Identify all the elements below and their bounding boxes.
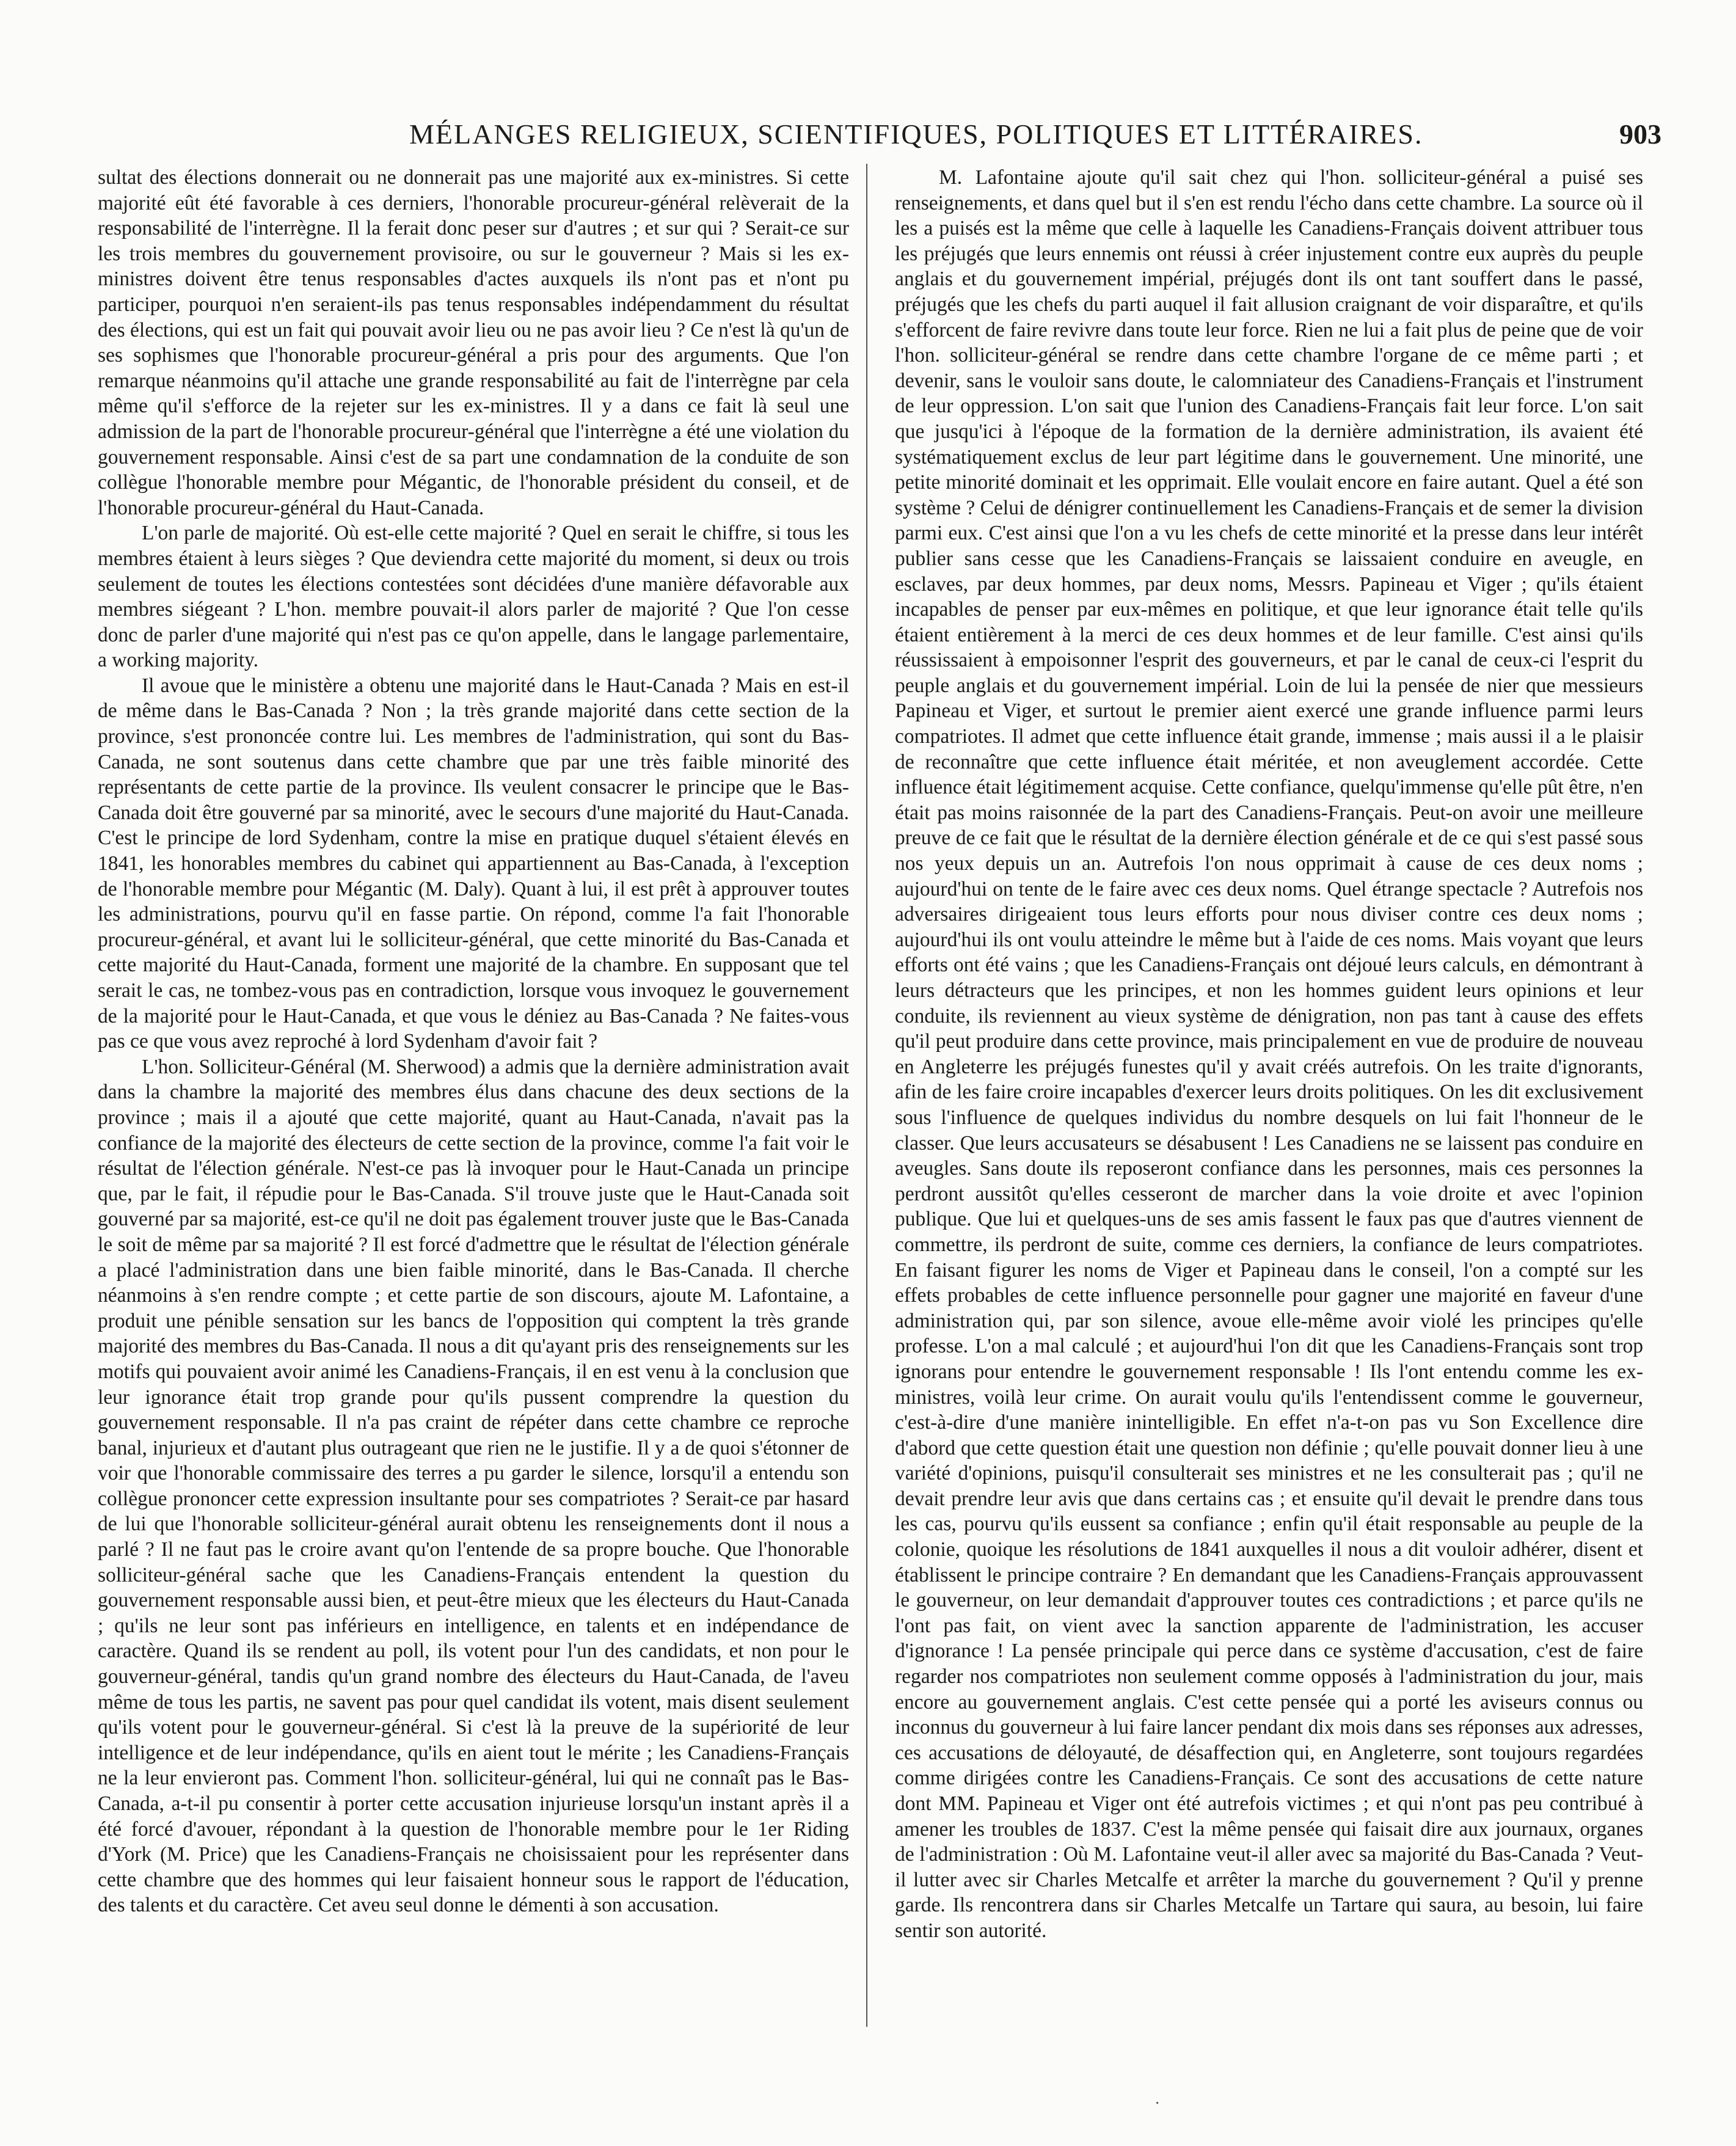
page-header [79,113,1661,156]
paragraph: L'hon. Solliciteur-Général (M. Sherwood) a admis que la dernière administration avait dans la chambre la majorité des membres élus dans chacune des deux sections de la province ; mais il a ajouté que cette majorité, quant au Haut-Canada, n'avait pas la confiance de la majorité des électeurs de cette section de la province, comme l'a fait voir le résultat de l'élection générale. N'est-ce pas là invoquer pour le Haut-Canada un principe que, par le fait, il répudie pour le Bas-Canada. S'il trouve juste que le Haut-Canada soit gouverné par sa majorité, est-ce qu'il ne doit pas également trouver juste que le Bas-Canada le soit de même par sa majorité ? Il est forcé d'admettre que le résultat de l'élection générale a placé l'administration dans une bien faible minorité, dans le Bas-Canada. Il cherche néanmoins à s'en rendre compte ; et cette partie de son discours, ajoute M. Lafontaine, a produit une pénible sensation sur les bancs de l'opposition qui comptent la très grande majorité des membres du Bas-Canada. Il nous a dit qu'ayant pris des renseignements sur les motifs qui pouvaient avoir animé les Canadiens-Français, il en est venu à la conclusion que leur ignorance était trop grande pour qu'ils pussent comprendre la question du gouvernement responsable. Il n'a pas craint de répéter dans cette chambre ce reproche banal, injurieux et d'autant plus outrageant que rien ne le justifie. Il y a de quoi s'étonner de voir que l'honorable commissaire des terres a pu garder le silence, lorsqu'il a entendu son collègue prononcer cette expression insultante pour ses compatriotes ? Serait-ce par hasard de lui que l'honorable solliciteur-général aurait obtenu les renseignements dont il nous a parlé ? Il ne faut pas le croire avant qu'on l'entende de sa propre bouche. Que l'honorable solliciteur-général sache que les Canadiens-Français entendent la question du gouvernement responsable aussi bien, et peut-être mieux que les électeurs du Haut-Canada ; qu'ils ne leur sont pas inférieurs en intelligence, en talents et en indépendance de caractère. Quand ils se rendent au poll, ils votent pour l'un des candidats, et non pour le gouverneur-général, tandis qu'un grand nombre des électeurs du Haut-Canada, de l'aveu même de tous les partis, ne savent pas pour quel candidat ils votent, mais disent seulement qu'ils votent pour le gouverneur-général. Si c'est là la preuve de la supériorité de leur intelligence et de leur indépendance, qu'ils en aient tout le mérite ; les Canadiens-Français ne la leur envieront pas. Comment l'hon. solliciteur-général, lui qui ne connaît pas le Bas-Canada, a-t-il pu consentir à porter cette accusation injurieuse lorsqu'un instant après il a été forcé d'avouer, répondant à la question de l'honorable membre pour le 1er Riding d'York (M. Price) que les Canadiens-Français ne choisissaient pour les représenter dans cette chambre que des hommes qui leur faisaient honneur sous le rapport de l'éducation, des talents et du caractère. Cet aveu seul donne le démenti à son accusation. [98,1055,849,1917]
paragraph: M. Lafontaine ajoute qu'il sait chez qui l'hon. solliciteur-général a puisé ses renseignements, et dans quel but il s'en est rendu l'écho dans cette chambre. La source où il les a puisés est la même que celle à laquelle les Canadiens-Français doivent attribuer tous les préjugés que leurs ennemis ont réussi à créer injustement contre eux auprès du peuple anglais et du gouvernement impérial, préjugés dont ils ont tant souffert dans le passé, préjugés que les chefs du parti auquel il fait allusion craignant de voir disparaître, et qu'ils s'efforcent de faire revivre dans toute leur force. Rien ne lui a fait plus de peine que de voir l'hon. solliciteur-général se rendre dans cette chambre l'organe de ce même parti ; et devenir, sans le vouloir sans doute, le calomniateur des Canadiens-Français et l'instrument de leur oppression. L'on sait que l'union des Canadiens-Français fait leur force. L'on sait que jusqu'ici à l'époque de la formation de la dernière administration, ils avaient été systématiquement exclus de leur part légitime dans le gouvernement. Une minorité, une petite minorité dominait et les opprimait. Elle voulait encore en faire autant. Quel a été son système ? Celui de dénigrer continuellement les Canadiens-Français et de semer la division parmi eux. C'est ainsi que l'on a vu les chefs de cette minorité et la presse dans leur intérêt publier sans cesse que les Canadiens-Français se laissaient conduire en aveugle, en esclaves, par deux hommes, par deux noms, Messrs. Papineau et Viger ; qu'ils étaient incapables de penser par eux-mêmes en politique, et que leur ignorance était telle qu'ils étaient entièrement à la merci de ces deux hommes et de leur famille. C'est ainsi qu'ils réussissaient à empoisonner l'esprit des gouverneurs, et par le canal de ceux-ci l'esprit du peuple anglais et du gouvernement impérial. Loin de lui la pensée de nier que messieurs Papineau et Viger, et surtout le premier aient exercé une grande influence parmi leurs compatriotes. Il admet que cette influence était grande, immense ; mais aussi il a le plaisir de reconnaître que cette influence était méritée, et non aveuglement accordée. Cette influence était légitimement acquise. Cette confiance, quelqu'immense qu'elle pût être, n'en était pas moins raisonnée de la part des Canadiens-Français. Peut-on avoir une meilleure preuve de ce fait que le résultat de la dernière élection générale et de ce qui s'est passé sous nos yeux depuis un an. Autrefois l'on nous opprimait à cause de ces deux noms ; aujourd'hui on tente de le faire avec ces deux noms. Quel étrange spectacle ? Autrefois nos adversaires dirigeaient tous leurs efforts pour nous diviser contre ces deux noms ; aujourd'hui ils ont voulu atteindre le même but à l'aide de ces noms. Mais voyant que leurs efforts ont été vains ; que les Canadiens-Français ont déjoué leurs calculs, en démontrant à leurs détracteurs que les principes, et non les hommes guident leurs opinions et leur conduite, ils reviennent au vieux système de dénigration, non pas tant à cause des effets qu'il peut produire dans cette province, mais principalement en vue de produire de nouveau en Angleterre les préjugés funestes qu'il y avait créés autrefois. On les traite d'ignorants, afin de les faire croire incapables d'exercer leurs droits politiques. On les dit exclusivement sous l'influence de quelques individus du nombre desquels on lui fait l'honneur de le classer. Que leurs accusateurs se désabusent ! Les Canadiens ne se laissent pas conduire en aveugles. Sans doute ils reposeront confiance dans les personnes, mais ces personnes la perdront aussitôt qu'elles cesseront de marcher dans la voie droite et avec l'opinion publique. Que lui et quelques-uns de ses amis fassent le faux pas que d'autres viennent de commettre, ils perdront de suite, comme ces derniers, la confiance de leurs compatriotes. En faisant figurer les noms de Viger et Papineau dans le conseil, l'on a compté sur les effets probables de cette influence personnelle pour gagner une majorité en faveur d'une administration qui, par son silence, avoue elle-même avoir violé les principes qu'elle professe. L'on a mal calculé ; et aujourd'hui l'on dit que les Canadiens-Français sont trop ignorans pour entendre le gouvernement responsable ! Ils l'ont entendu comme les ex-ministres, voilà leur crime. On aurait voulu qu'ils l'entendissent comme le gouverneur, c'est-à-dire d'une manière inintelligible. En effet n'a-t-on pas vu Son Excellence dire d'abord que cette question était une question non définie ; qu'elle pouvait donner lieu à une variété d'opinions, puisqu'il consulterait ses ministres et ne les consulterait pas ; qu'il ne devait prendre leur avis que dans certains cas ; et ensuite qu'il devait le prendre dans tous les cas, pourvu qu'ils eussent sa confiance ; enfin qu'il était responsable au peuple de la colonie, quoique les résolutions de 1841 auxquelles il nous a dit vouloir adhérer, disent et établissent le principe contraire ? En demandant que les Canadiens-Français approuvassent le gouverneur, on leur demandait d'approuver toutes ces contradictions ; et parce qu'ils ne l'ont pas fait, on vient avec la sanction apparente de l'administration, les accuser d'ignorance ! La pensée principale qui perce dans ce système d'accusation, c'est de faire regarder nos compatriotes non seulement comme opposés à l'administration du jour, mais encore au gouvernement anglais. C'est cette pensée qui a porté les aviseurs connus ou inconnus du gouverneur à lui faire lancer pendant dix mois dans ses réponses aux adresses, ces accusations de déloyauté, de désaffection qui, en Angleterre, sont toujours regardées comme dirigées contre les Canadiens-Français. Ce sont des accusations de cette nature dont MM. Papineau et Viger ont été autrefois victimes ; et qui n'ont pas peu contribué à amener les troubles de 1837. C'est la même pensée qui faisait dire aux journaux, organes de l'administration : Où M. Lafontaine veut-il aller avec sa majorité du Bas-Canada ? Veut-il lutter avec sir Charles Metcalfe et arrêter la marche du gouvernement ? Qu'il y prenne garde. Ils rencontrera dans sir Charles Metcalfe un Tartare qui saura, au besoin, lui faire sentir son autorité. [895,166,1643,1942]
left-column [98,165,849,2028]
right-column [895,165,1643,2028]
page-number: 903 [1619,119,1661,150]
paragraph: L'on parle de majorité. Où est-elle cette majorité ? Quel en serait le chiffre, si tous les membres étaient à leurs sièges ? Que deviendra cette majorité du moment, si deux ou trois seulement de toutes les élections contestées sont décidées d'une manière défavorable aux membres siégeant ? L'hon. membre pouvait-il alors parler de majorité ? Que l'on cesse donc de parler d'une majorité qui n'est pas ce qu'on appelle, dans le langage parlementaire, a working majority. [98,522,849,672]
paragraph: sultat des élections donnerait ou ne donnerait pas une majorité aux ex-ministres. Si cette majorité eût été favorable à ces derniers, l'honorable procureur-général relèverait de la responsabilité de l'interrègne. Il la ferait donc peser sur d'autres ; et sur qui ? Serait-ce sur les trois membres du gouvernement provisoire, ou sur le gouverneur ? Mais si les ex-ministres doivent être tenus responsables d'actes auxquels ils n'ont pas et n'ont pu participer, pourquoi n'en seraient-ils pas tenus responsables indépendamment du résultat des élections, qui est un fait qui pouvait avoir lieu ou ne pas avoir lieu ? Ce n'est là qu'un de ses sophismes que l'honorable procureur-général a pris pour des arguments. Que l'on remarque néanmoins qu'il attache une grande responsabilité au fait de l'interrègne par cela même qu'il s'efforce de la rejeter sur les ex-ministres. Il y a dans ce fait là seul une admission de la part de l'honorable procureur-général que l'interrègne a été une violation du gouvernement responsable. Ainsi c'est de sa part une condamnation de la conduite de son collègue l'honorable membre pour Mégantic, de l'honorable président du conseil, et de l'honorable procureur-général du Haut-Canada. [98,166,849,519]
running-title: MÉLANGES RELIGIEUX, SCIENTIFIQUES, POLITIQUES ET LITTÉRAIRES. [409,119,1423,150]
footer-mark: · [1154,2094,1161,2113]
paragraph: Il avoue que le ministère a obtenu une majorité dans le Haut-Canada ? Mais en est-il de même dans le Bas-Canada ? Non ; la très grande majorité dans cette section de la province, s'est prononcée contre lui. Les membres de l'administration, qui sont du Bas-Canada, ne sont soutenus dans cette chambre que par une très faible minorité des représentants de cette partie de la province. Ils veulent consacrer le principe que le Bas-Canada doit être gouverné par sa minorité, avec le secours d'une majorité du Haut-Canada. C'est le principe de lord Sydenham, contre la mise en pratique duquel s'étaient élevés en 1841, les honorables membres du cabinet qui appartiennent au Bas-Canada, à l'exception de l'honorable membre pour Mégantic (M. Daly). Quant à lui, il est prêt à approuver toutes les administrations, pourvu qu'il en fasse partie. On répond, comme l'a fait l'honorable procureur-général, et avant lui le solliciteur-général, que cette minorité du Bas-Canada et cette majorité du Haut-Canada, forment une majorité de la chambre. En supposant que tel serait le cas, ne tombez-vous pas en contradiction, lorsque vous invoquez le gouvernement de la majorité pour le Haut-Canada, et que vous le déniez au Bas-Canada ? Ne faites-vous pas ce que vous avez reproché à lord Sydenham d'avoir fait ? [98,674,849,1053]
column-divider [866,164,867,2027]
